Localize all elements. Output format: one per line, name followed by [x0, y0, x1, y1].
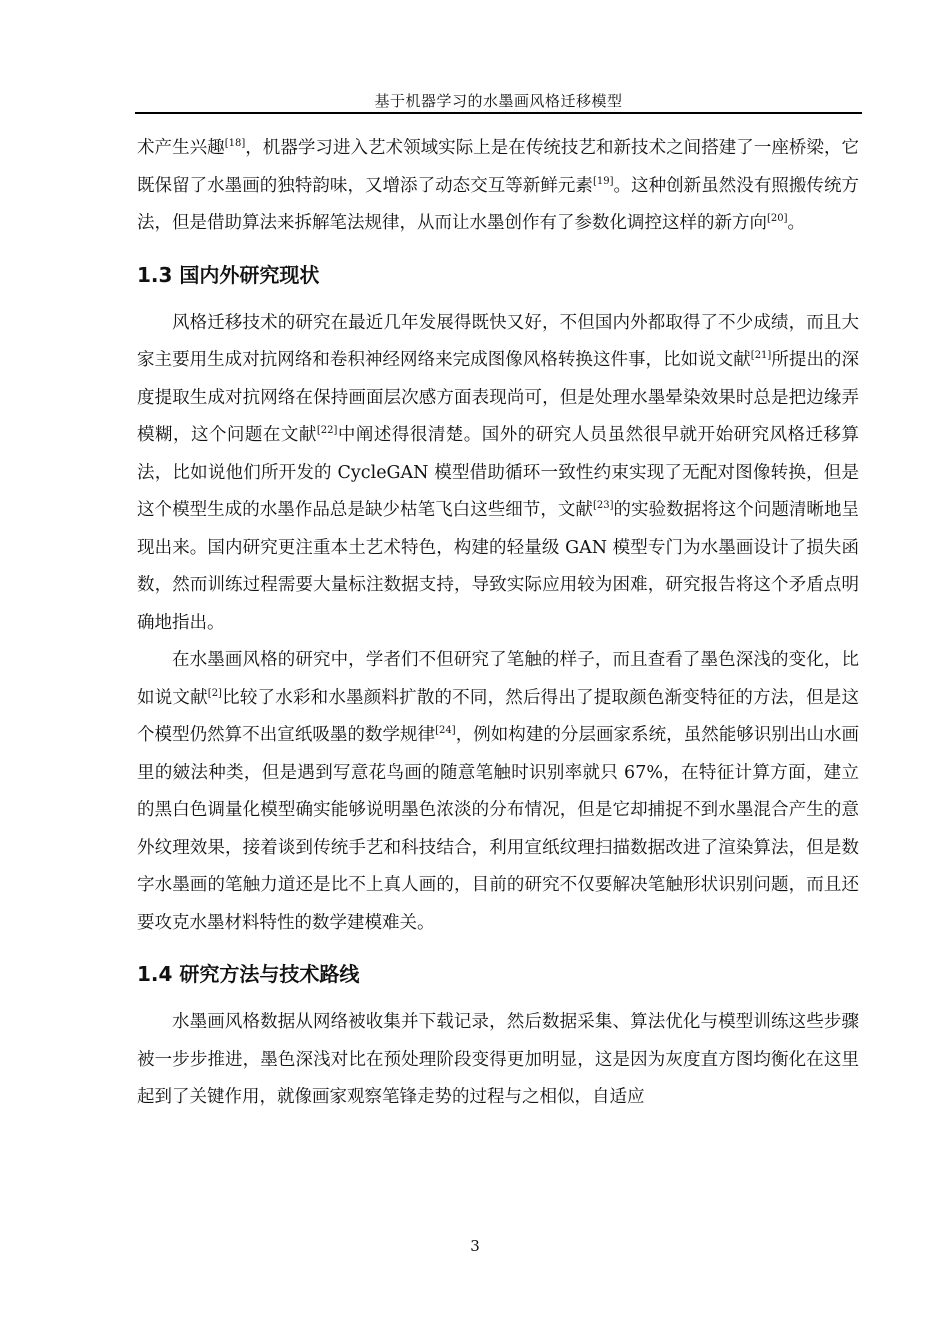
citation-ref: [19] [592, 175, 614, 187]
citation-ref: [2] [207, 687, 222, 699]
intro-paragraph: 术产生兴趣[18]，机器学习进入艺术领域实际上是在传统技艺和新技术之间搭建了一座桥梁，它既保留了水墨画的独特韵味，又增添了动态交互等新鲜元素[19]。这种创新虽然没有照搬传统方法，但是借助算法来拆解笔法规律，从而让水墨创作有了参数化调控这样的新方向[20]。 [137, 138, 860, 233]
citation-ref: [24] [435, 725, 456, 737]
running-header: 基于机器学习的水墨画风格迁移模型 [374, 92, 623, 110]
citation-ref: [22] [316, 425, 338, 437]
page-number: 3 [470, 1237, 480, 1255]
header-divider [135, 112, 862, 114]
section-1-3-paragraph-2: 在水墨画风格的研究中，学者们不但研究了笔触的样子，而且查看了墨色深浅的变化，比如说文献[2]比较了水彩和水墨颜料扩散的不同，然后得出了提取颜色渐变特征的方法，但是这个模型仍然算不出宣纸吸墨的数学规律[24]，例如构建的分层画家系统，虽然能够识别出山水画里的皴法种类，但是遇到写意花鸟画的随意笔触时识别率就只 67%，在特征计算方面，建立的黑白色调量化模型确实能够说明墨色浓淡的分布情况，但是它却捕捉不到水墨混合产生的意外纹理效果，接着谈到传统手艺和科技结合，利用宣纸纹理扫描数据改进了渲染算法，但是数字水墨画的笔触力道还是比不上真人画的，目前的研究不仅要解决笔触形状识别问题，而且还要攻克水墨材料特性的数学建模难关。 [137, 650, 860, 933]
citation-ref: [18] [224, 138, 246, 150]
section-heading-1-4: 1.4 研究方法与技术路线 [137, 962, 360, 986]
citation-ref: [23] [592, 500, 614, 512]
citation-ref: [20] [767, 213, 788, 225]
citation-ref: [21] [750, 350, 772, 362]
page-body [137, 130, 859, 1117]
section-1-3-paragraph-1: 风格迁移技术的研究在最近几年发展得既快又好，不但国内外都取得了不少成绩，而且大家主要用生成对抗网络和卷积神经网络来完成图像风格转换这件事，比如说文献[21]所提出的深度提取生成对抗网络在保持画面层次感方面表现尚可，但是处理水墨晕染效果时总是把边缘弄模糊，这个问题在文献[22]中阐述得很清楚。国外的研究人员虽然很早就开始研究风格迁移算法，比如说他们所开发的 CycleGAN 模型借助循环一致性约束实现了无配对图像转换，但是这个模型生成的水墨作品总是缺少枯笔飞白这些细节，文献[23]的实验数据将这个问题清晰地呈现出来。国内研究更注重本土艺术特色，构建的轻量级 GAN 模型专门为水墨画设计了损失函数，然而训练过程需要大量标注数据支持，导致实际应用较为困难，研究报告将这个矛盾点明确地指出。 [137, 312, 860, 633]
section-1-4-paragraph-1: 水墨画风格数据从网络被收集并下载记录，然后数据采集、算法优化与模型训练这些步骤被一步步推进，墨色深浅对比在预处理阶段变得更加明显，这是因为灰度直方图均衡化在这里起到了关键作用，就像画家观察笔锋走势的过程与之相似，自适应 [137, 1012, 859, 1107]
section-heading-1-3: 1.3 国内外研究现状 [137, 262, 320, 287]
